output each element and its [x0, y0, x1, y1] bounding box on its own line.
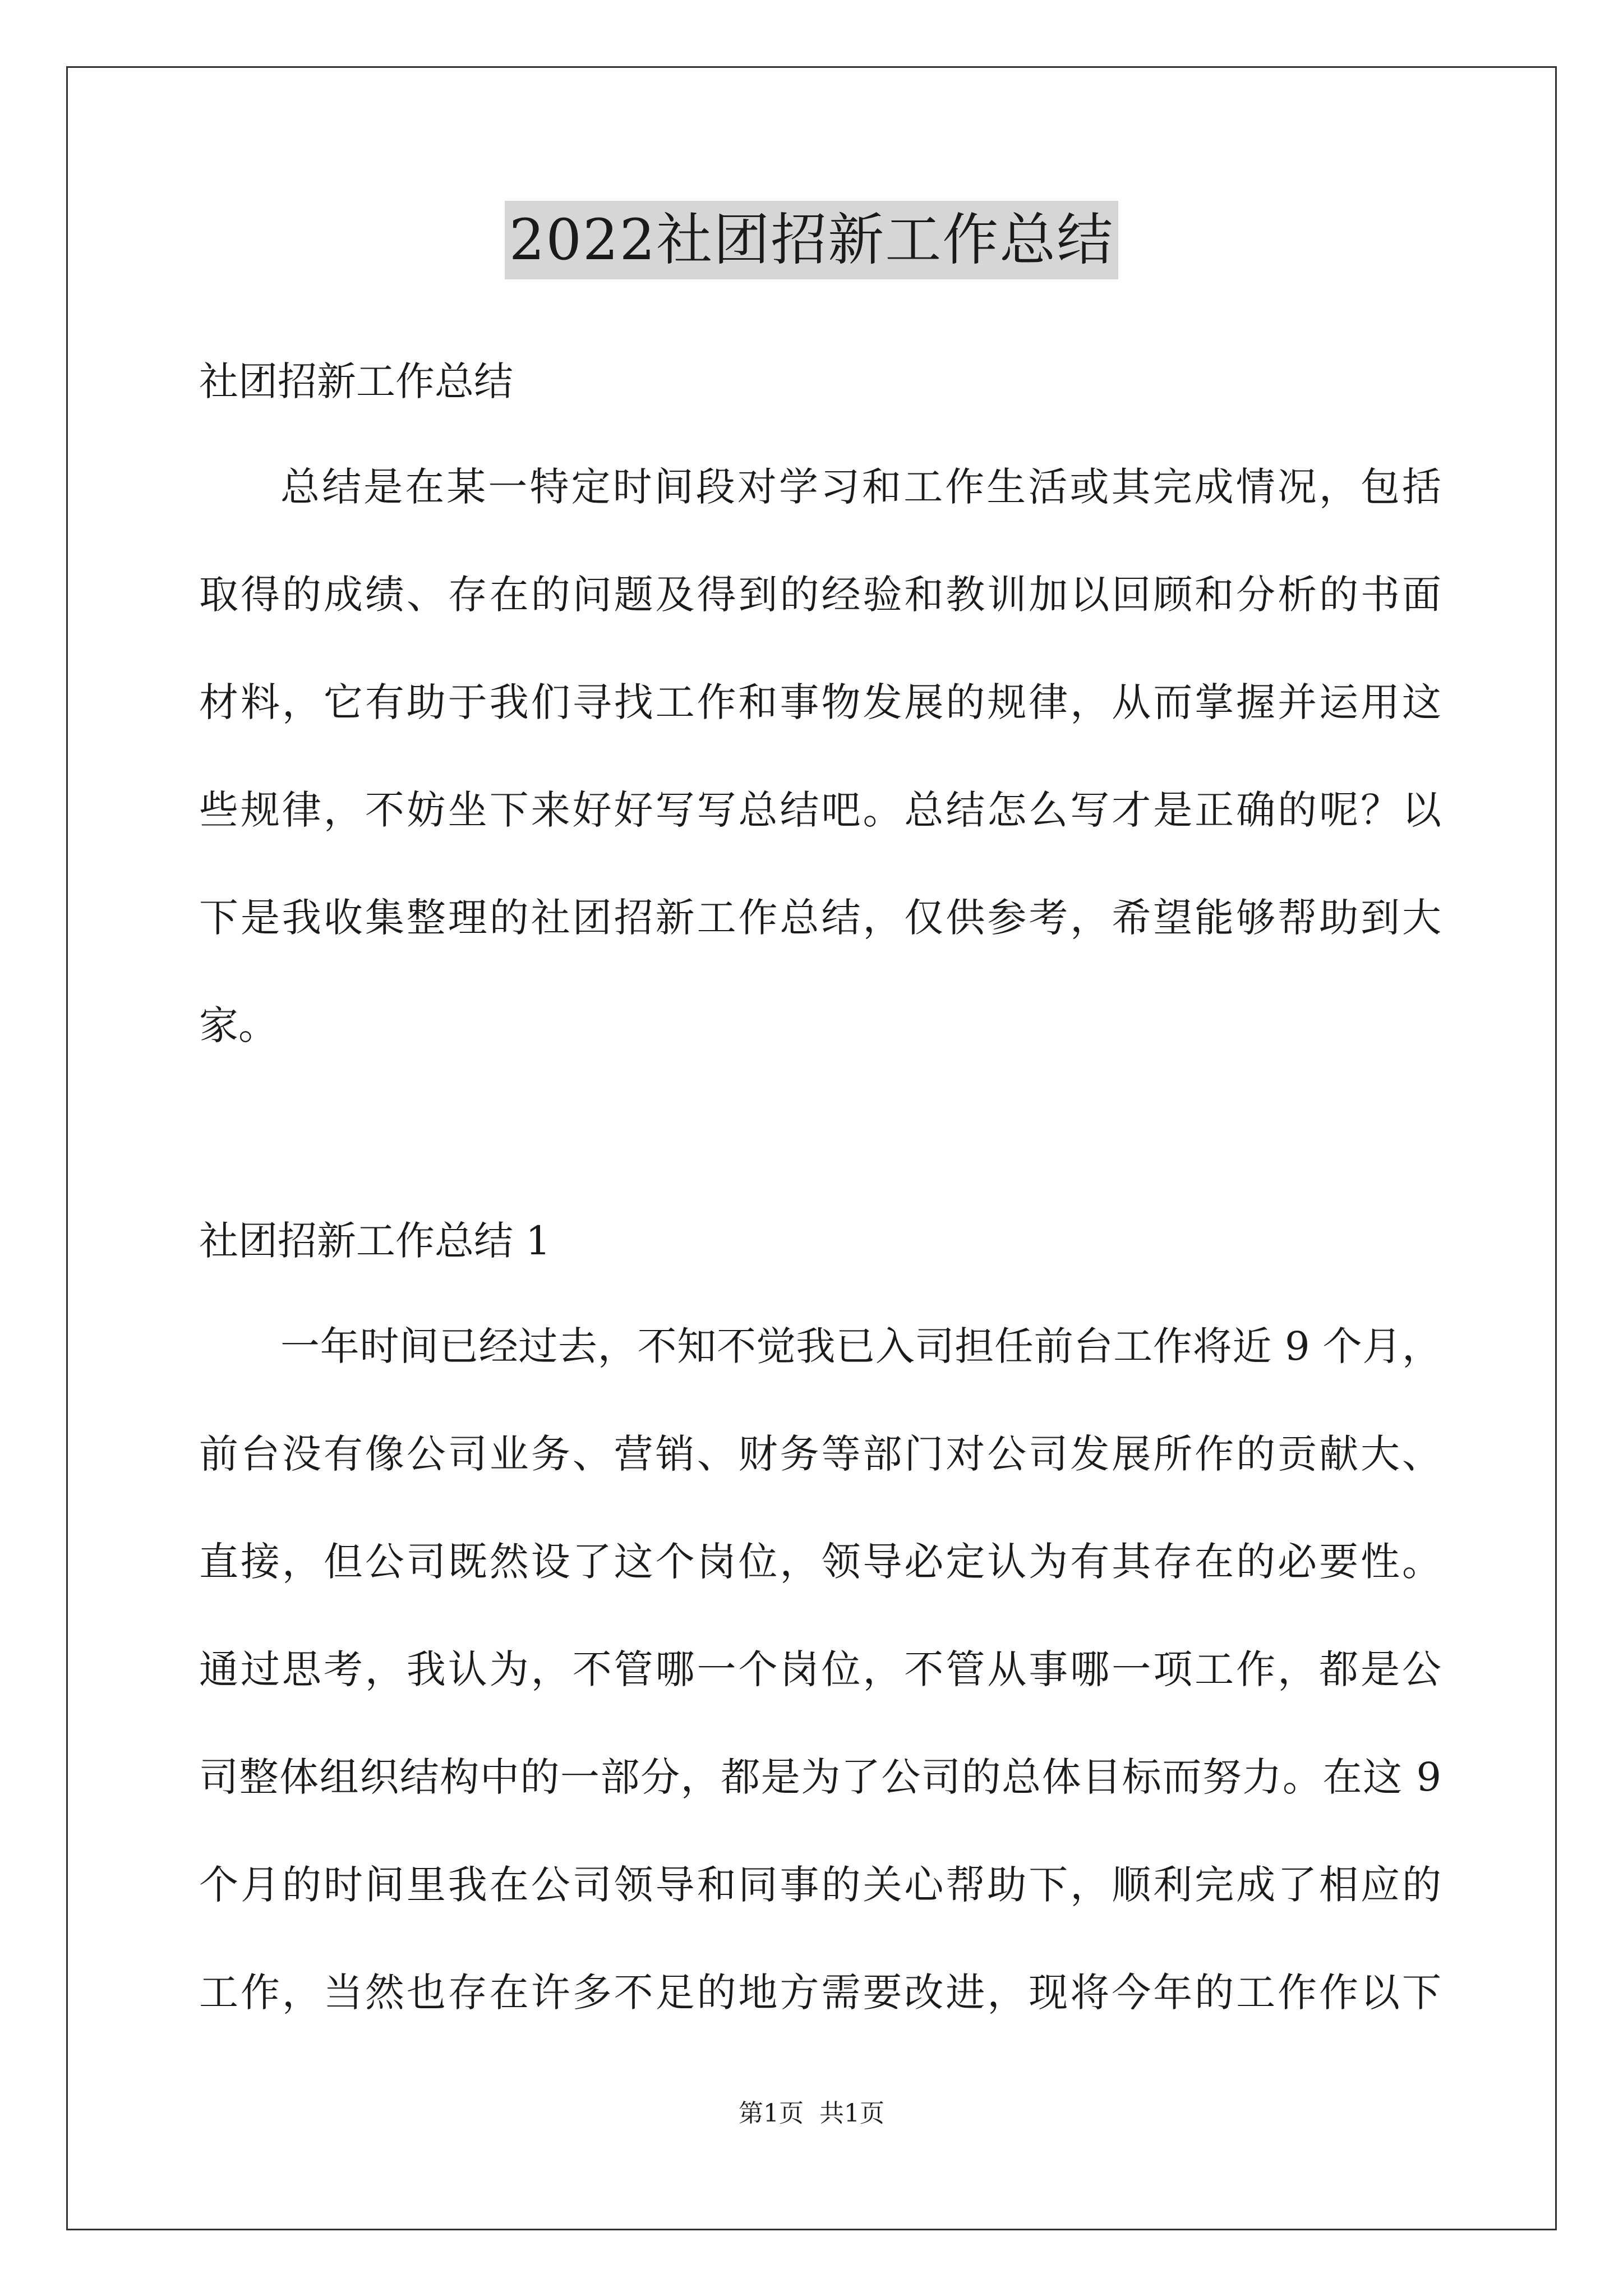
- intro-paragraph-line: 材料，它有助于我们寻找工作和事物发展的规律，从而掌握并运用这: [199, 679, 1441, 725]
- section-paragraph-line: 司整体组织结构中的一部分，都是为了公司的总体目标而努力。在这 9: [199, 1754, 1441, 1800]
- section-paragraph-line: 个月的时间里我在公司领导和同事的关心帮助下，顺利完成了相应的: [199, 1862, 1441, 1908]
- page-number: 第1页: [739, 2099, 804, 2128]
- intro-paragraph-line: 家。: [199, 1002, 278, 1048]
- intro-paragraph-line: 下是我收集整理的社团招新工作总结，仅供参考，希望能够帮助到大: [199, 895, 1441, 941]
- section-paragraph-line: 一年时间已经过去，不知不觉我已入司担任前台工作将近 9 个月，: [280, 1323, 1441, 1369]
- title-container: [0, 201, 1623, 279]
- section-paragraph-line: 前台没有像公司业务、营销、财务等部门对公司发展所作的贡献大、: [199, 1431, 1441, 1477]
- section-paragraph-line: 工作，当然也存在许多不足的地方需要改进，现将今年的工作作以下: [199, 1970, 1441, 2016]
- section-paragraph-line: 通过思考，我认为，不管哪一个岗位，不管从事哪一项工作，都是公: [199, 1646, 1441, 1692]
- page-total: 共1页: [819, 2099, 884, 2128]
- intro-paragraph-line: 取得的成绩、存在的问题及得到的经验和教训加以回顾和分析的书面: [199, 572, 1441, 618]
- section-paragraph-line: 直接，但公司既然设了这个岗位，领导必定认为有其存在的必要性。: [199, 1539, 1441, 1585]
- section-heading: 社团招新工作总结 1: [199, 1218, 551, 1264]
- document-title: 2022社团招新工作总结: [505, 201, 1119, 279]
- page-footer: [0, 2097, 1623, 2131]
- intro-paragraph-line: 总结是在某一特定时间段对学习和工作生活或其完成情况，包括: [280, 464, 1441, 510]
- intro-heading: 社团招新工作总结: [199, 358, 513, 404]
- intro-paragraph-line: 些规律，不妨坐下来好好写写总结吧。总结怎么写才是正确的呢？以: [199, 787, 1441, 833]
